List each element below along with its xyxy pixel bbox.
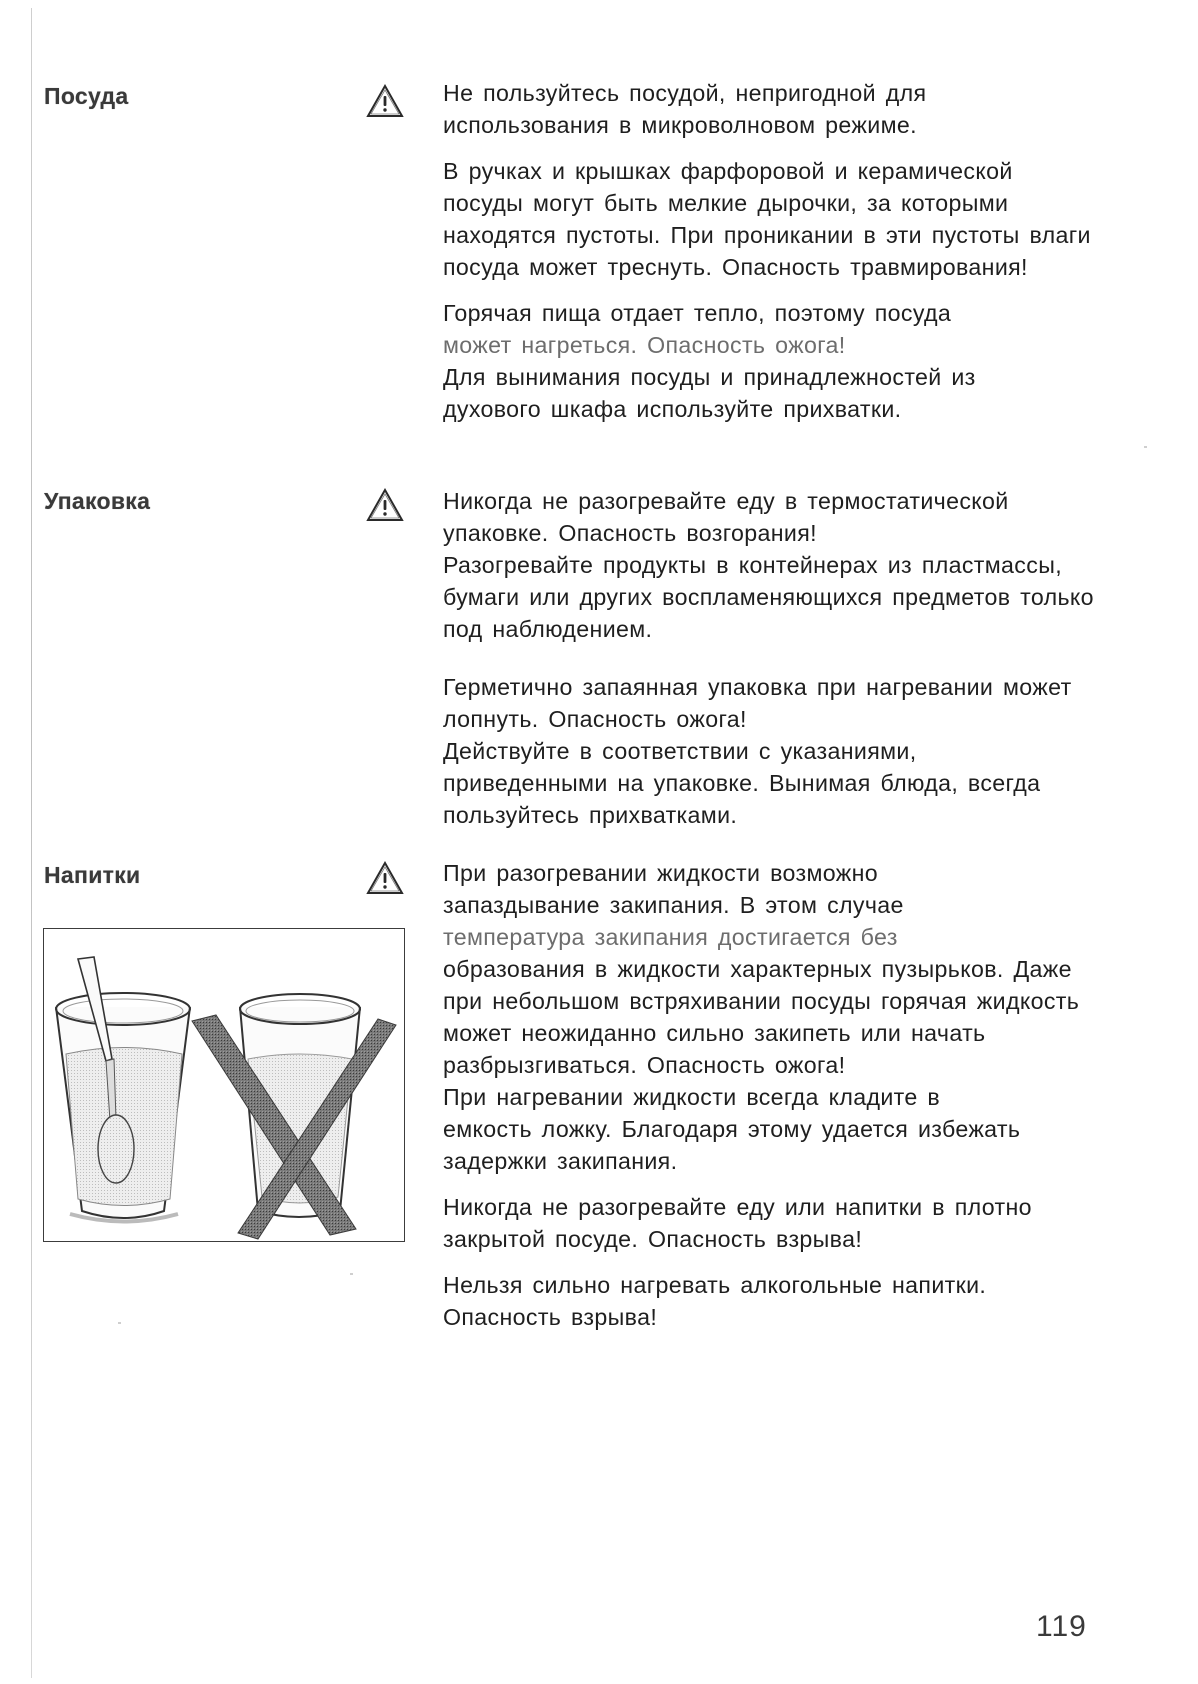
warning-triangle-icon — [366, 84, 404, 118]
section-body-packaging — [443, 485, 1123, 831]
paragraph: Никогда не разогревайте еду в термостатической упаковке. Опасность возгорания! — [443, 488, 1009, 546]
paragraph: Для вынимания посуды и принадлежностей из духового шкафа используйте прихватки. — [443, 364, 976, 422]
scan-speck — [1144, 446, 1147, 448]
scan-speck — [118, 1322, 121, 1324]
paragraph: образования в жидкости характерных пузырьков. Даже при небольшом встряхивании посуды горячая жидкость может неожиданно сильно закипеть или начать разбрызгиваться. Опасность ожога! — [443, 956, 1080, 1078]
section-title-packaging: Упаковка — [44, 488, 151, 514]
scan-edge-line — [31, 8, 32, 1678]
paragraph: Никогда не разогревайте еду или напитки в плотно закрытой посуде. Опасность взрыва! — [443, 1194, 1032, 1252]
glass-with-spoon-icon — [56, 957, 190, 1222]
paragraph: Разогревайте продукты в контейнерах из пластмассы, бумаги или других воспламеняющихся предметов только под наблюдением. — [443, 552, 1094, 642]
glasses-illustration — [44, 929, 404, 1241]
paragraph: В ручках и крышках фарфоровой и керамической посуды могут быть мелкие дырочки, за которыми находятся пустоты. При проникании в эти пустоты влаги посуда может треснуть. Опасность травмирования! — [443, 158, 1091, 280]
paragraph: Нельзя сильно нагревать алкогольные напитки. Опасность взрыва! — [443, 1272, 987, 1330]
paragraph: может нагреться. Опасность ожога! — [443, 332, 846, 358]
section-body-drinks — [443, 857, 1123, 1333]
scan-speck — [350, 1273, 353, 1275]
paragraph: При нагревании жидкости всегда кладите в емкость ложку. Благодаря этому удается избежать задержки закипания. — [443, 1084, 1021, 1174]
warning-triangle-icon — [366, 861, 404, 895]
paragraph: При разогревании жидкости возможно запаздывание закипания. В этом случае — [443, 860, 904, 918]
paragraph: Горячая пища отдает тепло, поэтому посуда — [443, 300, 952, 326]
paragraph: Герметично запаянная упаковка при нагревании может лопнуть. Опасность ожога! — [443, 674, 1072, 732]
paragraph: температура закипания достигается без — [443, 924, 898, 950]
section-title-drinks: Напитки — [44, 862, 141, 888]
crossed-out-glass-icon — [192, 994, 396, 1239]
paragraph: Не пользуйтесь посудой, непригодной для использования в микроволновом режиме. — [443, 80, 927, 138]
section-title-dishes: Посуда — [44, 83, 129, 109]
warning-triangle-icon — [366, 488, 404, 522]
section-body-dishes — [443, 77, 1123, 425]
paragraph: Действуйте в соответствии с указаниями, приведенными на упаковке. Вынимая блюда, всегда пользуйтесь прихватками. — [443, 738, 1041, 828]
page-number: 119 — [1036, 1610, 1087, 1643]
boiling-delay-illustration — [43, 928, 405, 1242]
